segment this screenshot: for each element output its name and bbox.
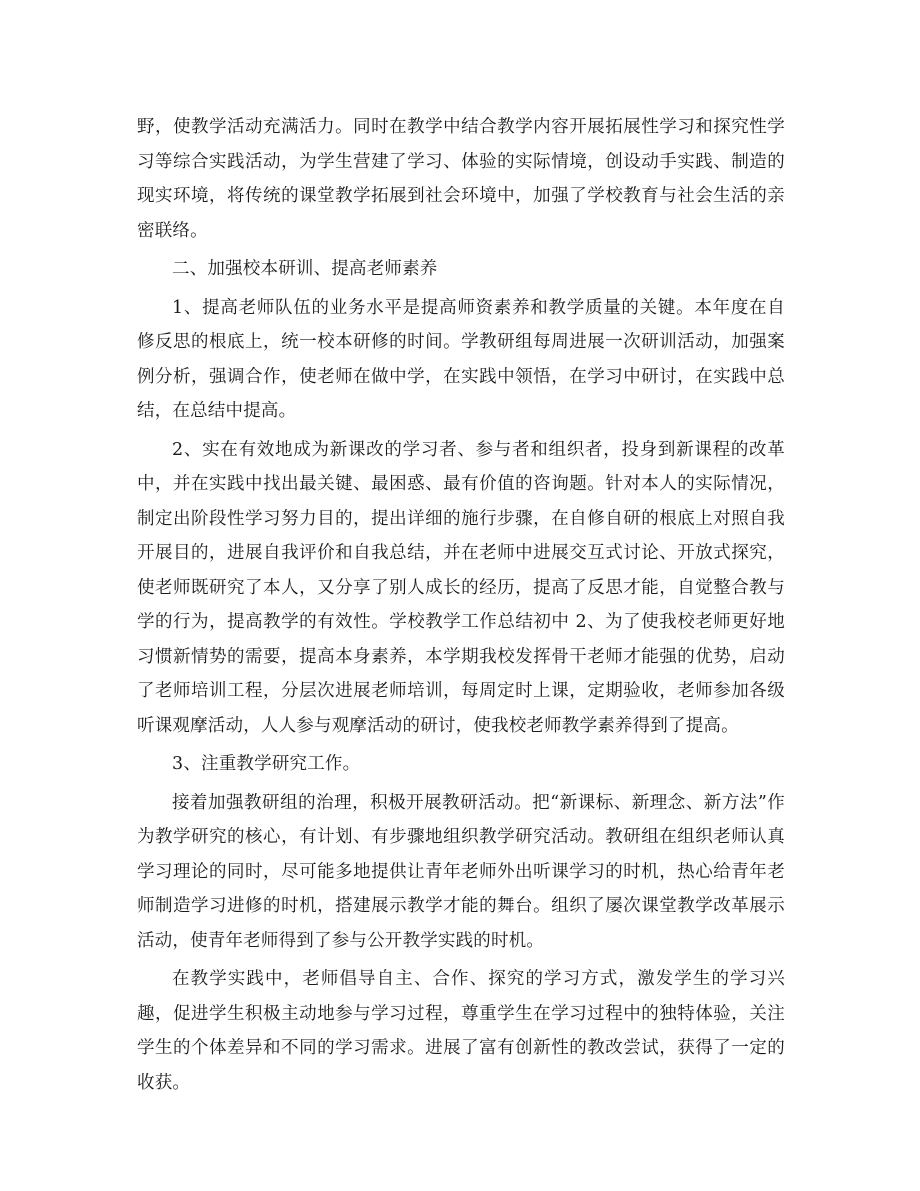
section-heading: 二、加强校本研训、提高老师素养	[172, 259, 438, 279]
paragraph-teaching-practice: 在教学实践中，老师倡导自主、合作、探究的学习方式，激发学生的学习兴趣，促进学生积极主动地参与学习过程，尊重学生在学习过程中的独特体验，关注学生的个体差异和不同的学习需求。进展了富有创新性的教改尝试，获得了一定的收获。	[137, 969, 785, 1093]
paragraph-continuation: 野，使教学活动充满活力。同时在教学中结合教学内容开展拓展性学习和探究性学习等综合实践活动，为学生营建了学习、体验的实际情境，创设动手实践、制造的现实环境，将传统的课堂教学拓展到社会环境中，加强了学校教育与社会生活的亲密联络。	[137, 117, 785, 241]
paragraph-item-1: 1、提高老师队伍的业务水平是提高师资素养和教学质量的关键。本年度在自修反思的根底上，统一校本研修的时间。学教研组每周进展一次研训活动，加强案例分析，强调合作，使老师在做中学，在实践中领悟，在学习中研讨，在实践中总结，在总结中提高。	[137, 297, 785, 421]
paragraph-teaching-research: 接着加强教研组的治理，积极开展教研活动。把“新课标、新理念、新方法”作为教学研究的核心，有计划、有步骤地组织教学研究活动。教研组在组织老师认真学习理论的同时，尽可能多地提供让青年老师外出听课学习的时机，热心给青年老师制造学习进修的时机，搭建展示教学才能的舞台。组织了屡次课堂教学改革展示活动，使青年老师得到了参与公开教学实践的时机。	[137, 792, 785, 951]
paragraph-item-3-heading: 3、注重教学研究工作。	[172, 754, 361, 774]
document-body	[137, 110, 785, 1104]
paragraph-item-2: 2、实在有效地成为新课改的学习者、参与者和组织者，投身到新课程的改革中，并在实践中找出最关键、最困惑、最有价值的咨询题。针对本人的实际情况，制定出阶段性学习努力目的，提出详细的施行步骤，在自修自研的根底上对照自我开展目的，进展自我评价和自我总结，并在老师中进展交互式讨论、开放式探究，使老师既研究了本人，又分享了别人成长的经历，提高了反思才能，自觉整合教与学的行为，提高教学的有效性。学校教学工作总结初中 2、为了使我校老师更好地习惯新情势的需要，提高本身素养，本学期我校发挥骨干老师才能强的优势，启动了老师培训工程，分层次进展老师培训，每周定时上课，定期验收，老师参加各级听课观摩活动，人人参与观摩活动的研讨，使我校老师教学素养得到了提高。	[137, 439, 785, 736]
